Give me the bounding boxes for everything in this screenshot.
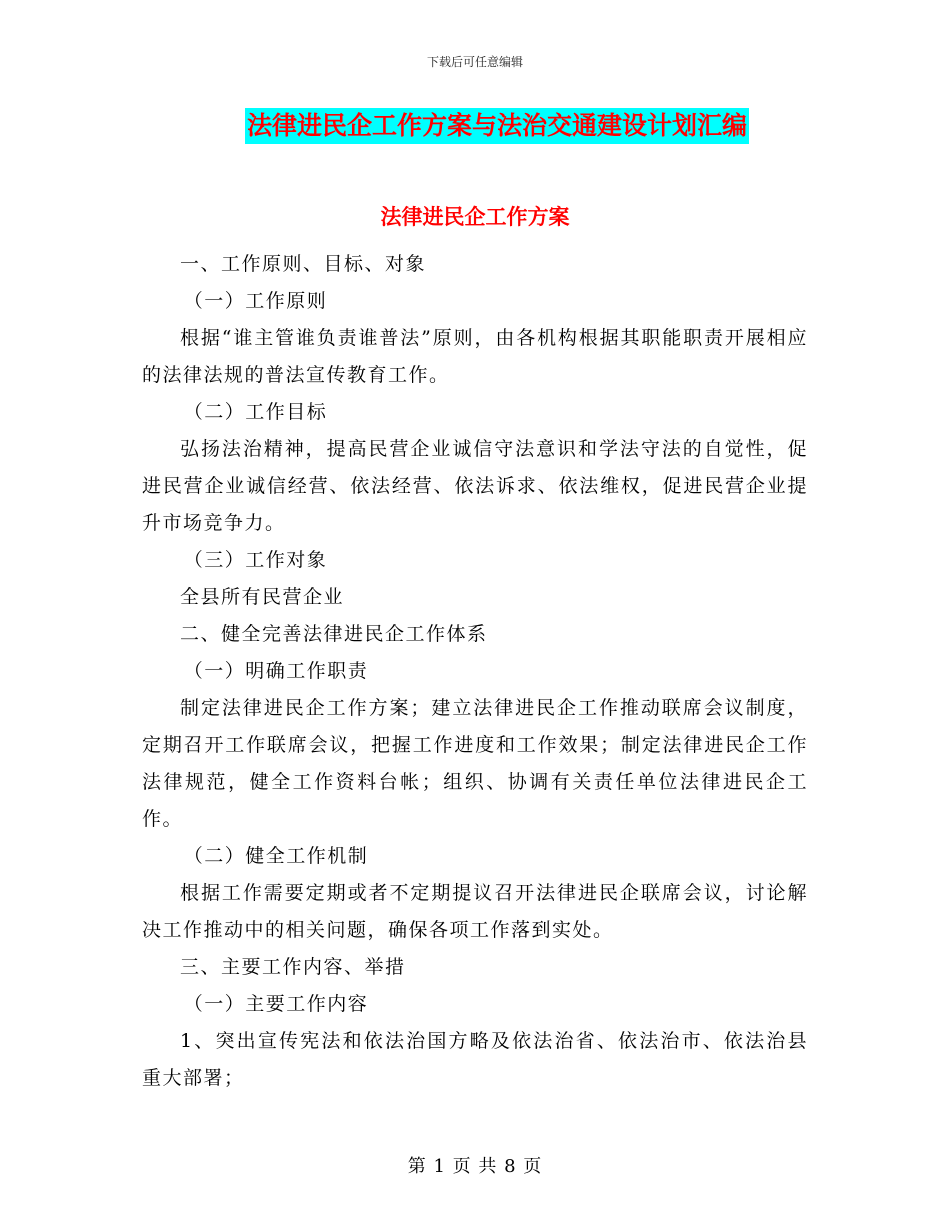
heading-system: 二、健全完善法律进民企工作体系 (180, 623, 488, 645)
subheading-work-goals: （二）工作目标 (183, 401, 328, 423)
paragraph-responsibilities: 制定法律进民企工作方案；建立法律进民企工作推动联席会议制度，定期召开工作联席会议，把握工作进度和工作效果；制定法律进民企工作法律规范，健全工作资料台帐；组织、协调有关责任单位法律进民企工作。 (142, 697, 808, 830)
paragraph-item-1: 1、突出宣传宪法和依法治国方略及依法治省、依法治市、依法治县重大部署； (142, 1030, 808, 1089)
subheading-work-principles: （一）工作原则 (183, 290, 328, 312)
paragraph-targets: 全县所有民营企业 (180, 586, 345, 608)
subheading-main-content: （一）主要工作内容 (183, 993, 369, 1015)
subheading-work-targets: （三）工作对象 (183, 549, 328, 571)
document-body (142, 246, 808, 1097)
header-note: 下载后可任意编辑 (426, 55, 523, 69)
paragraph-goals: 弘扬法治精神，提高民营企业诚信守法意识和学法守法的自觉性，促进民营企业诚信经营、依法经营、依法诉求、依法维权，促进民营企业提升市场竞争力。 (142, 438, 808, 534)
paragraph-principles: 根据“谁主管谁负责谁普法”原则，由各机构根据其职能职责开展相应的法律法规的普法宣传教育工作。 (142, 327, 808, 386)
document-title-wrapper (0, 108, 950, 144)
heading-content-measures: 三、主要工作内容、举措 (180, 956, 406, 978)
paragraph-mechanism: 根据工作需要定期或者不定期提议召开法律进民企联席会议，讨论解决工作推动中的相关问题，确保各项工作落到实处。 (142, 882, 808, 941)
subheading-responsibilities: （一）明确工作职责 (183, 660, 369, 682)
page-number-footer: 第 1 页 共 8 页 (407, 1156, 543, 1177)
document-title: 法律进民企工作方案与法治交通建设计划汇编 (245, 108, 749, 144)
section-title: 法律进民企工作方案 (380, 204, 570, 229)
heading-principles: 一、工作原则、目标、对象 (180, 253, 427, 275)
subheading-mechanism: （二）健全工作机制 (183, 845, 369, 867)
